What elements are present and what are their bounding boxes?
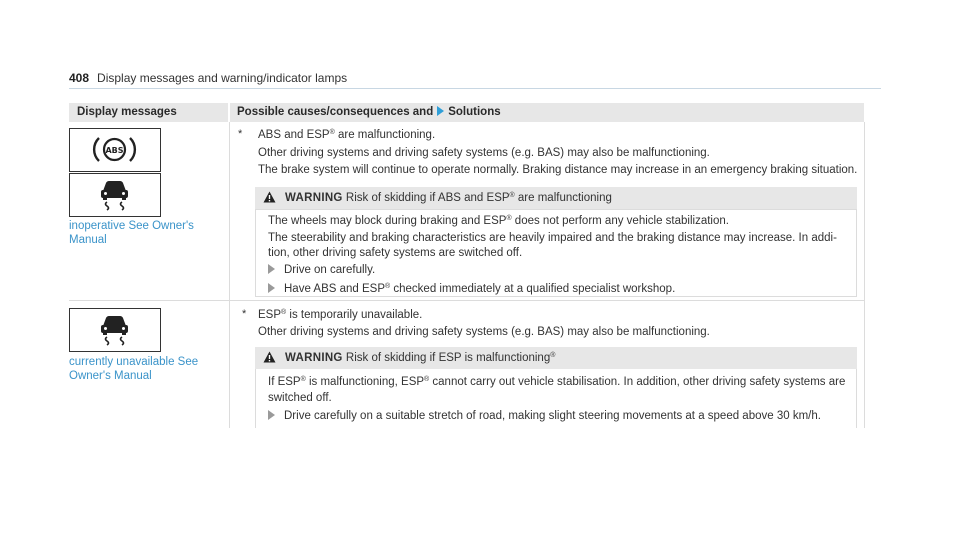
esp-skid-icon [70,174,159,215]
warning-text: If ESP® is malfunctioning, ESP® cannot carry out vehicle stabilisation. In addition, other driving safety systems are [268,376,846,388]
warning-header: WARNING Risk of skidding if ESP is malfunctioning® [255,347,857,369]
action-step: Drive on carefully. [268,262,375,278]
page-header [69,71,347,85]
table-right-border [864,122,865,428]
action-step: Have ABS and ESP® checked immediately at a qualified specialist workshop. [268,281,675,297]
step-arrow-icon [268,283,275,293]
footnote-star: * [242,308,247,320]
abs-warning-icon [70,129,159,170]
owners-manual-link[interactable]: currently unavailable See Owner's Manual [69,356,199,382]
esp-warning-lamp [69,173,161,217]
cause-text: Other driving systems and driving safety systems (e.g. BAS) may also be malfunctioning. [258,326,710,338]
header-rule [69,88,881,89]
row-divider [69,300,865,301]
esp-skid-icon [70,309,159,350]
page-title: Display messages and warning/indicator lamps [97,71,348,85]
cause-text: The brake system will continue to operate normally. Braking distance may increase in an emergency braking situation. [258,164,858,176]
warning-box-left [255,369,256,428]
warning-triangle-icon [263,191,276,203]
cause-text: ABS and ESP® are malfunctioning. [258,129,436,141]
warning-header: WARNING Risk of skidding if ABS and ESP® are malfunctioning [255,187,857,209]
cause-text: Other driving systems and driving safety systems (e.g. BAS) may also be malfunctioning. [258,147,710,159]
col-header-causes-solutions: Possible causes/consequences and Solutions [230,103,864,122]
column-divider [229,122,230,428]
warning-text: The wheels may block during braking and ESP® does not perform any vehicle stabilization. [268,215,729,227]
warning-text: switched off. [268,392,332,404]
action-step: Drive carefully on a suitable stretch of road, making slight steering movements at a speed above 30 km/h. [268,408,821,424]
footnote-star: * [238,128,243,140]
step-arrow-icon [268,410,275,420]
cause-text: ESP® is temporarily unavailable. [258,309,423,321]
abs-warning-lamp [69,128,161,172]
page-number: 408 [69,71,90,85]
step-arrow-icon [268,264,275,274]
warning-text: tion, other driving safety systems are switched off. [268,247,523,259]
svg-text:ABS: ABS [105,146,124,155]
warning-triangle-icon [263,351,276,363]
play-arrow-icon [437,106,444,116]
warning-text: The steerability and braking characteristics are heavily impaired and the braking distance may increase. In addi- [268,232,837,244]
warning-box-right [856,369,857,428]
col-header-display-messages: Display messages [69,103,228,122]
owners-manual-link[interactable]: inoperative See Owner's Manual [69,220,194,246]
esp-warning-lamp [69,308,161,352]
